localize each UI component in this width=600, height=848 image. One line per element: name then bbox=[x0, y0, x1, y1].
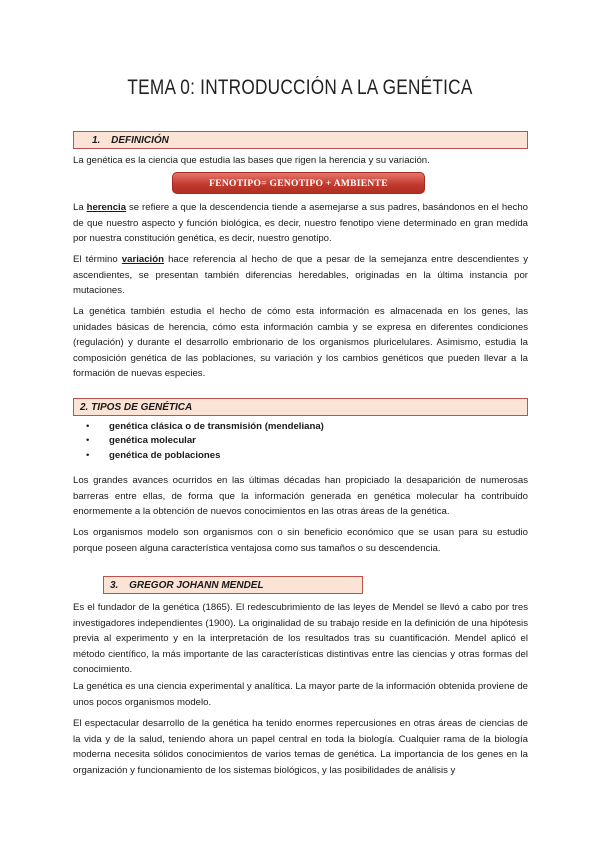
list-item: • genética clásica o de transmisión (mendeliana) bbox=[73, 420, 324, 434]
section-label: GREGOR JOHANN MENDEL bbox=[129, 580, 264, 591]
list-item: • genética de poblaciones bbox=[73, 449, 324, 463]
page-title: TEMA 0: INTRODUCCIÓN A LA GENÉTICA bbox=[127, 76, 473, 99]
paragraph-development: El espectacular desarrollo de la genética ha tenido enormes repercusiones en otras áreas de ciencias de la vida y de la salud, teniendo ahora un papel central en toda la biología. Cualquier rama de la biología moderna necesita sólidos conocimientos de varios temas de genética. La importancia de los genes en la organización y funcionamiento de los sistemas biológicos, y las posibilidades de análisis y bbox=[73, 718, 528, 776]
list-item: • genética molecular bbox=[73, 434, 324, 448]
paragraph-herencia: La herencia se refiere a que la descendencia tiende a asemejarse a sus padres, basándonos en el hecho de que nuestro aspecto y función biológica, es decir, nuestro fenotipo viene determinado en gran medida por nuestra constitución genética, es decir, nuestro genotipo. bbox=[73, 202, 528, 245]
term-variacion: variación bbox=[121, 254, 164, 265]
section-heading-tipos bbox=[73, 398, 528, 416]
paragraph-variacion: El término variación hace referencia al hecho de que a pesar de la semejanza entre descendientes y ascendientes, se presentan también diferencias heredables, originadas en la última instancia por mutaciones. bbox=[73, 254, 528, 297]
paragraph-mendel: Es el fundador de la genética (1865). El redescubrimiento de las leyes de Mendel se llevó a cabo por tres investigadores independientes (1900). La originalidad de su trabajo reside en la definición de una hipótesis previa al experimento y en la interpretación de los resultados tras su cuantificación. Mendel aplicó el método científico, la más importante de las características distintivas entre las ciencias y otras formas del conocimiento. bbox=[73, 602, 528, 676]
paragraph-advances: Los grandes avances ocurridos en las últimas décadas han propiciado la desaparición de numerosas barreras entre ellas, de forma que la información generada en genética molecular ha contribuido enormemente a la obtención de nuevos conocimientos en las otras áreas de la genética. bbox=[73, 475, 528, 518]
paragraph-genetics-scope: La genética también estudia el hecho de cómo esta información es almacenada en los genes, las unidades básicas de herencia, cómo esta información cambia y se expresa en diferentes condiciones (regulación) y durante el desarrollo embrionario de los organismos pluricelulares. Asimismo, estudia la composición genética de las poblaciones, su variación y los cambios genéticos que pueden llevar a la formación de nuevas especies. bbox=[73, 306, 528, 380]
paragraph-experimental: La genética es una ciencia experimental y analítica. La mayor parte de la información obtenida proviene de unos pocos organismos modelo. bbox=[73, 681, 528, 708]
section-label: 2. TIPOS DE GENÉTICA bbox=[80, 402, 193, 413]
formula-box: FENOTIPO= GENOTIPO + AMBIENTE bbox=[172, 172, 425, 194]
section-number: 3. bbox=[110, 580, 119, 591]
section-number: 1. bbox=[92, 135, 101, 146]
section-label: DEFINICIÓN bbox=[111, 135, 169, 146]
term-herencia: herencia bbox=[86, 202, 127, 213]
section-heading-mendel bbox=[103, 576, 363, 594]
section-heading-definicion bbox=[73, 131, 528, 149]
genetics-types-list bbox=[73, 420, 324, 463]
paragraph-model-organisms: Los organismos modelo son organismos con o sin beneficio económico que se usan para su estudio porque poseen alguna característica ventajosa como sus tamaños o su descendencia. bbox=[73, 527, 528, 554]
paragraph-definition: La genética es la ciencia que estudia las bases que rigen la herencia y su variación. bbox=[73, 155, 430, 166]
